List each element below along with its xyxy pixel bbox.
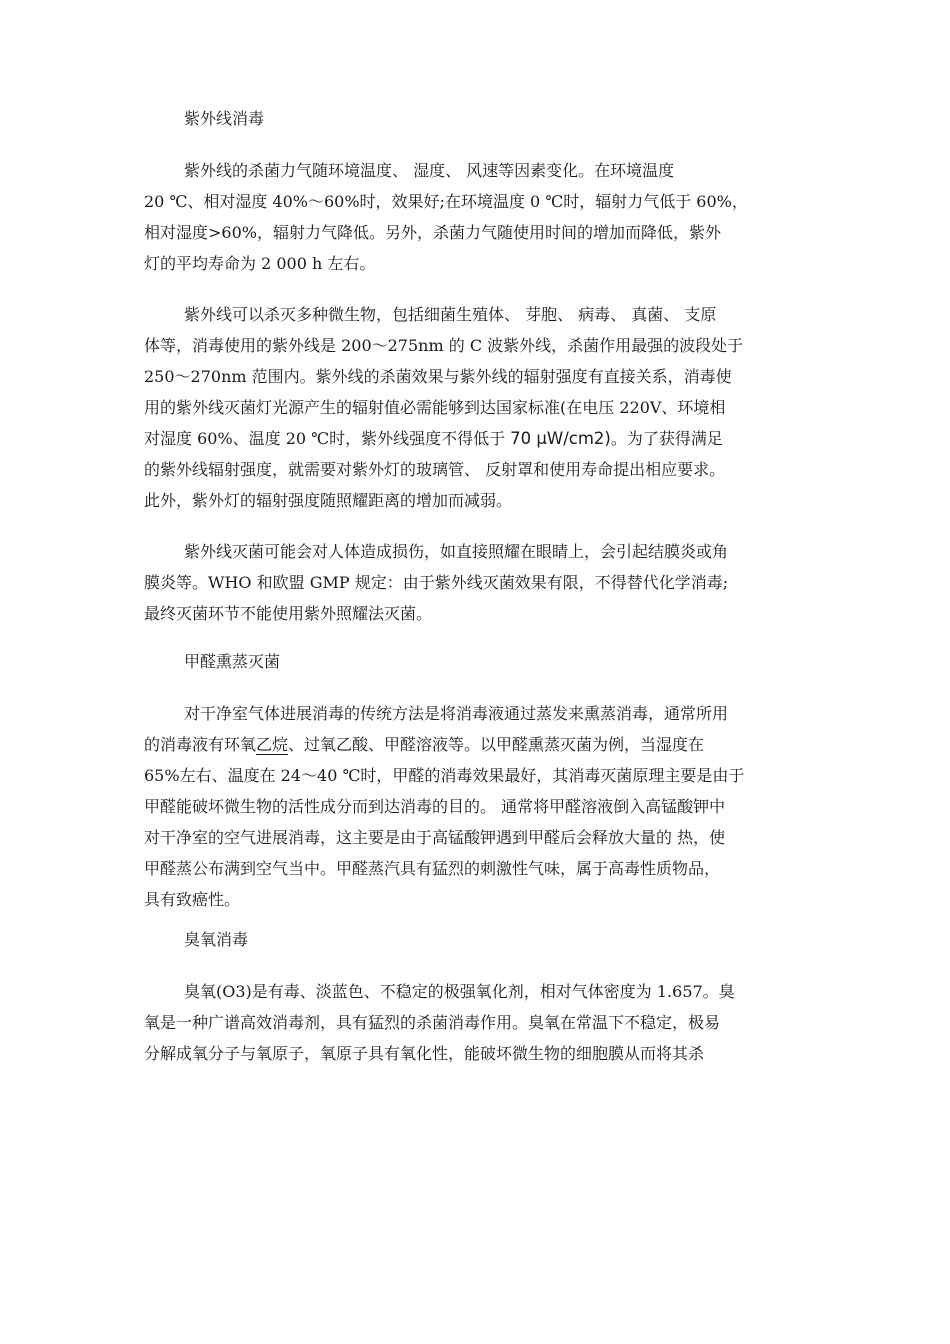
text-line: 20 ℃、相对湿度 40%～60%时，效果好;在环境温度 0 ℃时，辐射力气低于 60%， <box>144 192 748 211</box>
paragraph <box>144 299 809 516</box>
text-line: 体等，消毒使用的紫外线是 200～275nm 的 C 波紫外线，杀菌作用最强的波段处于 <box>144 336 744 355</box>
text-line: 具有致癌性。 <box>144 890 241 909</box>
text-line: 臭氧(O3)是有毒、淡蓝色、不稳定的极强氧化剂，相对气体密度为 1.657。臭 <box>184 982 735 1001</box>
text-line-part: 、过氧乙酸、甲醛溶液等。以甲醛熏蒸灭菌为例，当湿度在 <box>288 735 705 754</box>
text-line <box>144 423 809 454</box>
text-line: 甲醛蒸公布满到空气当中。甲醛蒸汽具有猛烈的刺激性气味，属于高毒性质物品， <box>144 859 721 878</box>
text-line: 的紫外线辐射强度，就需要对紫外灯的玻璃管、 反射罩和使用寿命提出相应要求。 <box>144 460 726 479</box>
paragraph <box>144 976 809 1069</box>
section-heading-formaldehyde: 甲醛熏蒸灭菌 <box>184 652 281 671</box>
text-line: 紫外线的杀菌力气随环境温度、 湿度、 风速等因素变化。在环境温度 <box>184 161 675 180</box>
text-line: 用的紫外线灭菌灯光源产生的辐射值必需能够到达国家标准(在电压 220V、环境相 <box>144 398 726 417</box>
text-line-part: 的消毒液有环氧 <box>144 735 257 754</box>
text-line: 此外，紫外灯的辐射强度随照耀距离的增加而减弱。 <box>144 491 513 510</box>
text-line-part: 。为了获得满足 <box>610 429 723 448</box>
paragraph <box>144 155 809 279</box>
text-line: 对干净室的空气进展消毒，这主要是由于高锰酸钾遇到甲醛后会释放大量的 热，使 <box>144 828 726 847</box>
paragraph <box>144 698 809 915</box>
text-line: 氧是一种广谱高效消毒剂，具有猛烈的杀菌消毒作用。臭氧在常温下不稳定，极易 <box>144 1013 721 1032</box>
text-line-part: 对湿度 60%、温度 20 ℃时，紫外线强度不得低于 <box>144 429 511 448</box>
text-line: 紫外线可以杀灭多种微生物，包括细菌生殖体、 芽胞、 病毒、 真菌、 支原 <box>184 305 717 324</box>
section-heading-ozone: 臭氧消毒 <box>184 930 249 949</box>
intensity-unit: 70 μW/cm2) <box>510 429 611 448</box>
text-line: 相对湿度>60%，辐射力气降低。另外，杀菌力气随使用时间的增加而降低，紫外 <box>144 223 721 242</box>
text-line: 250～270nm 范围内。紫外线的杀菌效果与紫外线的辐射强度有直接关系，消毒使 <box>144 367 732 386</box>
text-line <box>144 729 809 760</box>
text-line: 分解成氧分子与氧原子，氧原子具有氧化性，能破坏微生物的细胞膜从而将其杀 <box>144 1044 705 1063</box>
text-line: 最终灭菌环节不能使用紫外照耀法灭菌。 <box>144 604 433 623</box>
text-line: 膜炎等。WHO 和欧盟 GMP 规定：由于紫外线灭菌效果有限，不得替代化学消毒; <box>144 573 729 592</box>
text-line: 紫外线灭菌可能会对人体造成损伤，如直接照耀在眼睛上，会引起结膜炎或角 <box>184 542 729 561</box>
text-line: 65%左右、温度在 24～40 ℃时，甲醛的消毒效果最好，其消毒灭菌原理主要是由于 <box>144 766 745 785</box>
paragraph <box>144 536 809 629</box>
underlined-word: 乙烷 <box>256 735 289 754</box>
text-line: 灯的平均寿命为 2 000 h 左右。 <box>144 254 376 273</box>
text-line: 甲醛能破坏微生物的活性成分而到达消毒的目的。 通常将甲醛溶液倒入高锰酸钾中 <box>144 797 726 816</box>
text-line: 对干净室气体进展消毒的传统方法是将消毒液通过蒸发来熏蒸消毒，通常所用 <box>184 704 729 723</box>
section-heading-uv: 紫外线消毒 <box>184 109 265 128</box>
